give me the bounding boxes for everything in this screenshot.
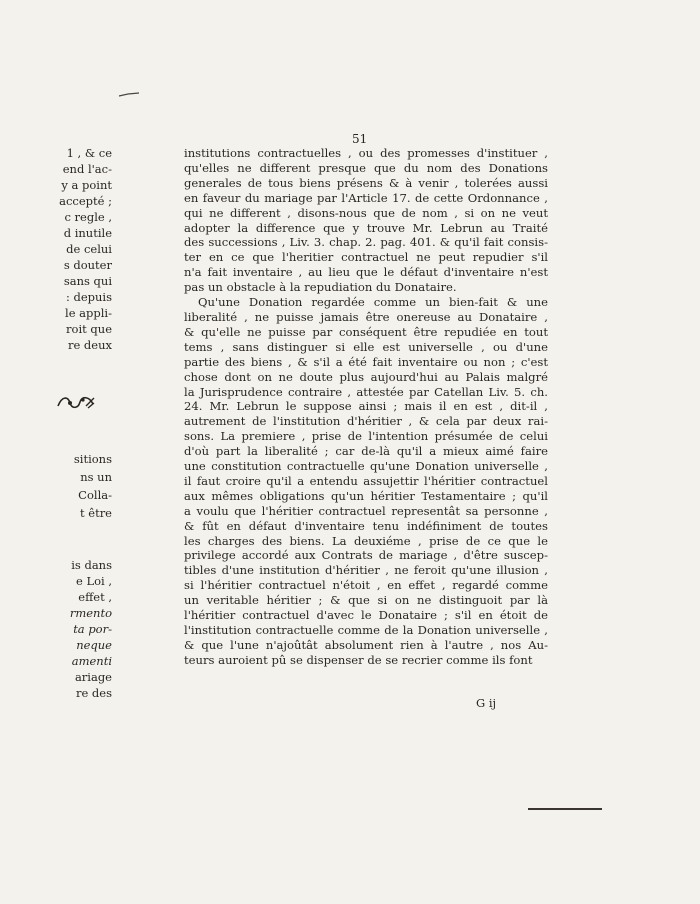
- text-line: ter en ce que l'heritier contractuel ne peut repudier s'il: [184, 250, 548, 265]
- facing-page-fragment: accepté ;: [59, 194, 112, 208]
- text-line: qu'elles ne different presque que du nom des Donations: [184, 160, 548, 175]
- facing-page-fragment: ta por-: [73, 622, 112, 636]
- text-line: generales de tous biens présens & à venir , tolerées aussi: [184, 175, 548, 190]
- text-line: teurs auroient pû se dispenser de se recrier comme ils font: [184, 652, 533, 667]
- facing-page-fragment: re des: [75, 686, 112, 700]
- body-text: [184, 146, 548, 668]
- facing-page-fragment: s douter: [63, 258, 112, 272]
- facing-page-fragment: roit que: [66, 322, 112, 336]
- text-line: l'institution contractuelle comme de la Donation universelle ,: [184, 623, 548, 637]
- text-line: sons. La premiere , prise de l'intention présumée de celui: [184, 429, 548, 444]
- facing-page-fragment: amenti: [71, 654, 112, 668]
- text-line: des successions , Liv. 3. chap. 2. pag. 401. & qu'il fait consis-: [184, 235, 548, 250]
- text-line: la Jurisprudence contraire , attestée par Catellan Liv. 5. ch.: [184, 384, 548, 399]
- facing-page-fragment: is dans: [71, 558, 112, 572]
- text-line: autrement de l'institution d'héritier , & cela par deux rai-: [184, 414, 548, 429]
- text-line: pas un obstacle à la repudiation du Donataire.: [184, 280, 457, 295]
- text-line: & qu'elle ne puisse par conséquent être repudiée en tout: [184, 324, 548, 339]
- text-line: partie des biens , & s'il a été fait inventaire ou non ; c'est: [184, 354, 548, 369]
- text-line: a voulu que l'héritier contractuel representât sa personne ,: [184, 503, 548, 518]
- facing-page-fragment: ariage: [74, 670, 112, 684]
- text-line: 24. Mr. Lebrun le suppose ainsi ; mais il en est , dit-il ,: [184, 399, 548, 414]
- facing-page-fragment: neque: [76, 638, 112, 652]
- facing-page-fragment: effet ,: [78, 590, 112, 604]
- page-number: 51: [352, 132, 368, 146]
- facing-page-fragment: : depuis: [65, 290, 112, 304]
- text-line: en faveur du mariage par l'Article 17. de cette Ordonnance ,: [184, 190, 548, 205]
- text-line: institutions contractuelles , ou des promesses d'instituer ,: [184, 146, 548, 160]
- text-line: tems , sans distinguer si elle est universelle , ou d'une: [184, 339, 548, 354]
- facing-page-fragment: y a point: [61, 178, 112, 192]
- text-line: il faut croire qu'il a entendu assujettir l'héritier contractuel: [184, 473, 548, 488]
- text-line: aux mêmes obligations qu'un héritier Testamentaire ; qu'il: [184, 488, 548, 503]
- text-line: Qu'une Donation regardée comme un bien-fait & une: [198, 295, 548, 310]
- facing-page-fragment: Colla-: [78, 488, 112, 502]
- facing-page-fragment: t être: [79, 506, 112, 520]
- text-line: & fût en défaut d'inventaire tenu indéfiniment de toutes: [184, 518, 548, 533]
- facing-page-fragment: de celui: [66, 242, 112, 256]
- text-line: qui ne different , disons-nous que de nom , si on ne veut: [184, 205, 548, 220]
- facing-page-fragment: sitions: [73, 452, 112, 466]
- facing-page-fragment: 1 , & ce: [66, 146, 112, 160]
- facing-page-fragment: c regle ,: [64, 210, 112, 224]
- facing-page-fragment: end l'ac-: [62, 162, 112, 176]
- facing-page-fragment: ns un: [80, 470, 112, 484]
- text-line: privilege accordé aux Contrats de mariage , d'être suscep-: [184, 548, 548, 563]
- text-line: l'héritier contractuel d'avec le Donataire ; s'il en étoit de: [184, 608, 548, 623]
- facing-page-fragment: re deux: [67, 338, 112, 352]
- facing-page-fragment: e Loi ,: [75, 574, 112, 588]
- text-line: liberalité , ne puisse jamais être onereuse au Donataire ,: [184, 309, 548, 324]
- text-line: & que l'une n'ajoûtât absolument rien à l'autre , nos Au-: [184, 637, 548, 652]
- facing-page-fragment: d inutile: [63, 226, 112, 240]
- text-line: n'a fait inventaire , au lieu que le défaut d'inventaire n'est: [184, 265, 548, 280]
- pen-mark: [118, 92, 140, 98]
- facing-page-fragment: rmento: [69, 606, 112, 620]
- text-line: si l'héritier contractuel n'étoit , en effet , regardé comme: [184, 578, 548, 593]
- text-line: adopter la difference que y trouve Mr. Lebrun au Traité: [184, 220, 548, 235]
- text-line: les charges des biens. La deuxiéme , prise de ce que le: [184, 533, 548, 548]
- signature-mark: G ij: [476, 696, 497, 710]
- text-line: tibles d'une institution d'héritier , ne feroit qu'une illusion ,: [184, 563, 548, 578]
- text-line: une constitution contractuelle qu'une Donation universelle ,: [184, 459, 548, 474]
- text-line: un veritable héritier ; & que si on ne distinguoit par là: [184, 593, 548, 608]
- ornament-icon: [56, 394, 96, 412]
- facing-page-fragment: sans qui: [63, 274, 112, 288]
- facing-page-fragments: [52, 0, 114, 904]
- text-line: chose dont on ne doute plus aujourd'hui au Palais malgré: [184, 369, 548, 384]
- text-line: d'où part la liberalité ; car de-là qu'il a mieux aimé faire: [184, 444, 548, 459]
- bottom-rule: [528, 808, 602, 810]
- facing-page-fragment: le appli-: [65, 306, 112, 320]
